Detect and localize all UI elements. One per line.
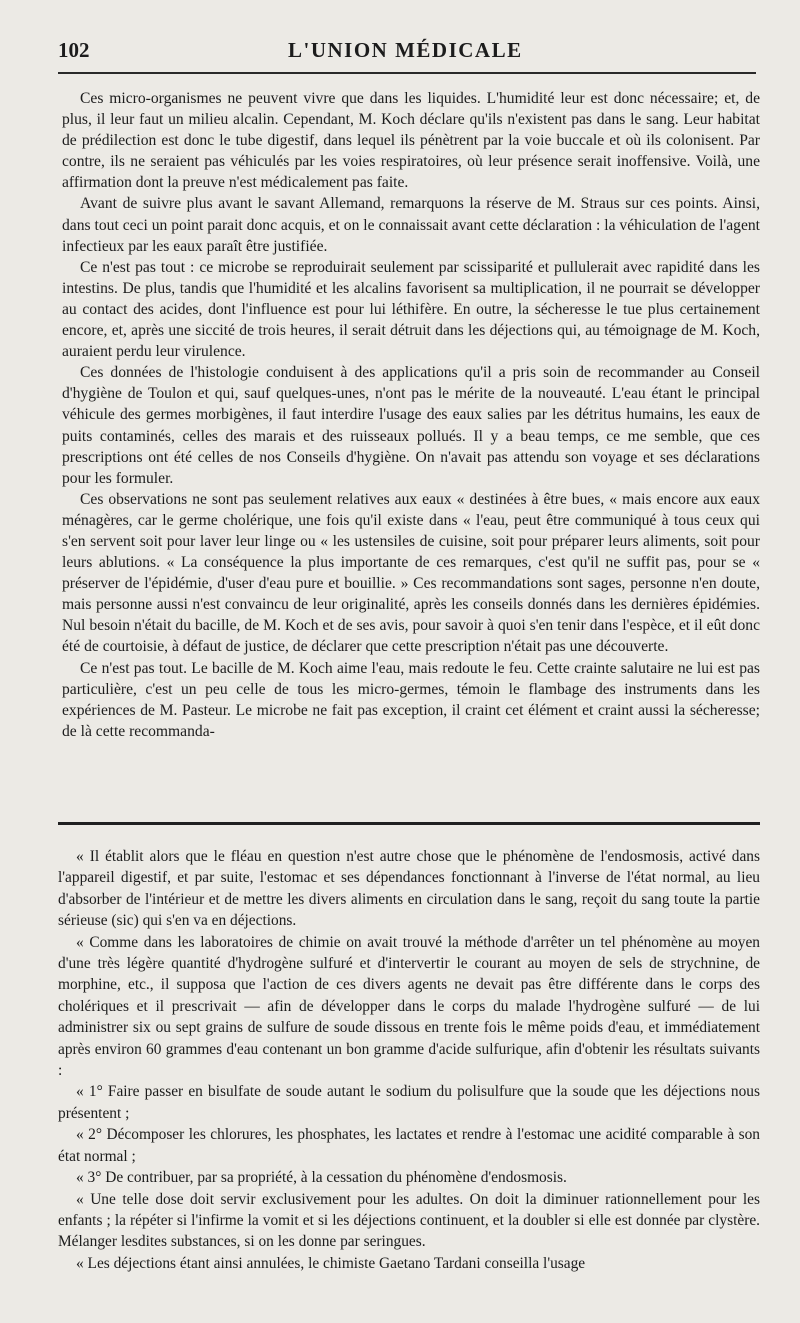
footnote-paragraph: « Une telle dose doit servir exclusivement pour les adultes. On doit la diminuer rationnellement pour les enfants ; la répéter si l'infirme la vomit et si les déjections continuent, et la doubler si elle est donnée par clystère. Mélanger lesdites substances, si on les donne par seringues. [58, 1190, 760, 1251]
body-paragraph: Ces micro-organismes ne peuvent vivre que dans les liquides. L'humidité leur est donc nécessaire; et, de plus, il leur faut un milieu alcalin. Cependant, M. Koch déclare qu'ils n'existent pas dans le sang. Leur habitat de prédilection est donc le tube digestif, dans lequel ils pénètrent par la voie buccale et où ils colonisent. Par contre, ils ne seraient pas véhiculés par les voies respiratoires, où leur présence serait inoffensive. Voilà, une affirmation dont la preuve n'est médicalement pas faite. [62, 90, 760, 192]
body-paragraph: Ce n'est pas tout : ce microbe se reproduirait seulement par scissiparité et pullulerait avec rapidité dans les intestins. De plus, tandis que l'humidité et les alcalins favorisent sa multiplication, il ne pourrait se développer au contact des acides, dont l'influence est pour lui léthifère. En outre, la sécheresse le tue plus certainement encore, et, après une siccité de trois heures, il serait détruit dans les déjections qui, au témoignage de M. Koch, auraient perdu leur virulence. [62, 258, 760, 361]
body-paragraph: Ces données de l'histologie conduisent à des applications qu'il a pris soin de recommander au Conseil d'hygiène de Toulon et qui, sauf quelques-unes, n'ont pas le mérite de la nouveauté. L'eau étant le principal véhicule des germes morbigènes, il faut interdire l'usage des eaux salies par les détritus humains, les eaux de puits contaminés, celles des marais et des ruisseaux pollués. Il y a beau temps, ce me semble, que ces prescriptions ont été celles de nos Conseils d'hygiène. On n'avait pas attendu son voyage et ses déclarations pour les formuler. [62, 364, 760, 487]
footnote-paragraph: « 1° Faire passer en bisulfate de soude autant le sodium du polisulfure que la soude que les déjections nous présentent ; [58, 1083, 760, 1122]
main-text [62, 88, 760, 742]
page-number: 102 [58, 38, 90, 62]
page-header [58, 38, 756, 72]
header-rule [58, 72, 756, 74]
footnote-paragraph: « 2° Décomposer les chlorures, les phosphates, les lactates et rendre à l'estomac une acidité comparable à son état normal ; [58, 1126, 760, 1165]
footnote-paragraph: « Les déjections étant ainsi annulées, le chimiste Gaetano Tardani conseilla l'usage [76, 1254, 586, 1272]
body-paragraph: Ces observations ne sont pas seulement relatives aux eaux « destinées à être bues, « mais encore aux eaux ménagères, car le germe cholérique, une fois qu'il existe dans « l'eau, peut être communiqué à tous ceux qui s'en servent soit pour laver leur linge ou « les ustensiles de cuisine, soit pour préparer leurs aliments, soit pour leurs ablutions. « La conséquence la plus importante de ces remarques, c'est qu'il ne suffit pas, pour se « préserver de l'épidémie, d'user d'eau pure et bouillie. » Ces recommandations sont sages, personne n'en doute, mais personne aussi n'est convaincu de leur originalité, après les conseils donnés dans les dernières épidémies. Nul besoin n'était du bacille, de M. Koch et de ses avis, pour savoir à quoi s'en tenir dans l'espèce, et il eût donc été de courtoisie, à défaut de justice, de déclarer que cette prescription n'était pas une découverte. [62, 490, 760, 656]
footnote-paragraph: « Il établit alors que le fléau en question n'est autre chose que le phénomène de l'endosmosis, activé dans l'appareil digestif, et par suite, l'estomac et ses dépendances fonctionnant à l'inverse de l'état normal, au lieu d'absorber de l'intérieur et de mettre les divers aliments en circulation dans le sang, reçoit du sang toute la partie sérieuse (sic) qui s'en va en déjections. [58, 848, 760, 930]
footnote-paragraph: « Comme dans les laboratoires de chimie on avait trouvé la méthode d'arrêter un tel phénomène au moyen d'une très légère quantité d'hydrogène sulfuré et d'intervertir le courant au moyen de sels de strychnine, de morphine, etc., il supposa que l'action de ces divers agents ne devait pas être différente dans le corps des cholériques et il prescrivait — afin de développer dans le corps du malade l'hydrogène sulfuré — de lui administrer six ou sept grains de sulfure de soude dissous en trente fois le même poids d'eau, et immédiatement après environ 60 grammes d'eau contenant un bon gramme d'acide sulfurique, afin d'obtenir les résultats suivants : [58, 933, 760, 1080]
footnote-text [58, 846, 760, 1274]
body-paragraph: Ce n'est pas tout. Le bacille de M. Koch aime l'eau, mais redoute le feu. Cette crainte salutaire ne lui est pas particulière, c'est un peu celle de tous les micro-germes, témoin le flambage des instruments dans les expériences de M. Pasteur. Le microbe ne fait pas exception, il craint cet élément et craint aussi la sécheresse; de là cette recommanda- [62, 659, 760, 740]
body-paragraph: Avant de suivre plus avant le savant Allemand, remarquons la réserve de M. Straus sur ces points. Ainsi, dans tout ceci un point parait donc acquis, et on le connaissait avant cette déclaration : la véhiculation de l'agent infectieux par les eaux paraît être justifiée. [62, 195, 760, 255]
journal-title: L'UNION MÉDICALE [288, 38, 523, 62]
footnote-divider [58, 822, 760, 825]
footnote-paragraph: « 3° De contribuer, par sa propriété, à la cessation du phénomène d'endosmosis. [76, 1169, 567, 1187]
